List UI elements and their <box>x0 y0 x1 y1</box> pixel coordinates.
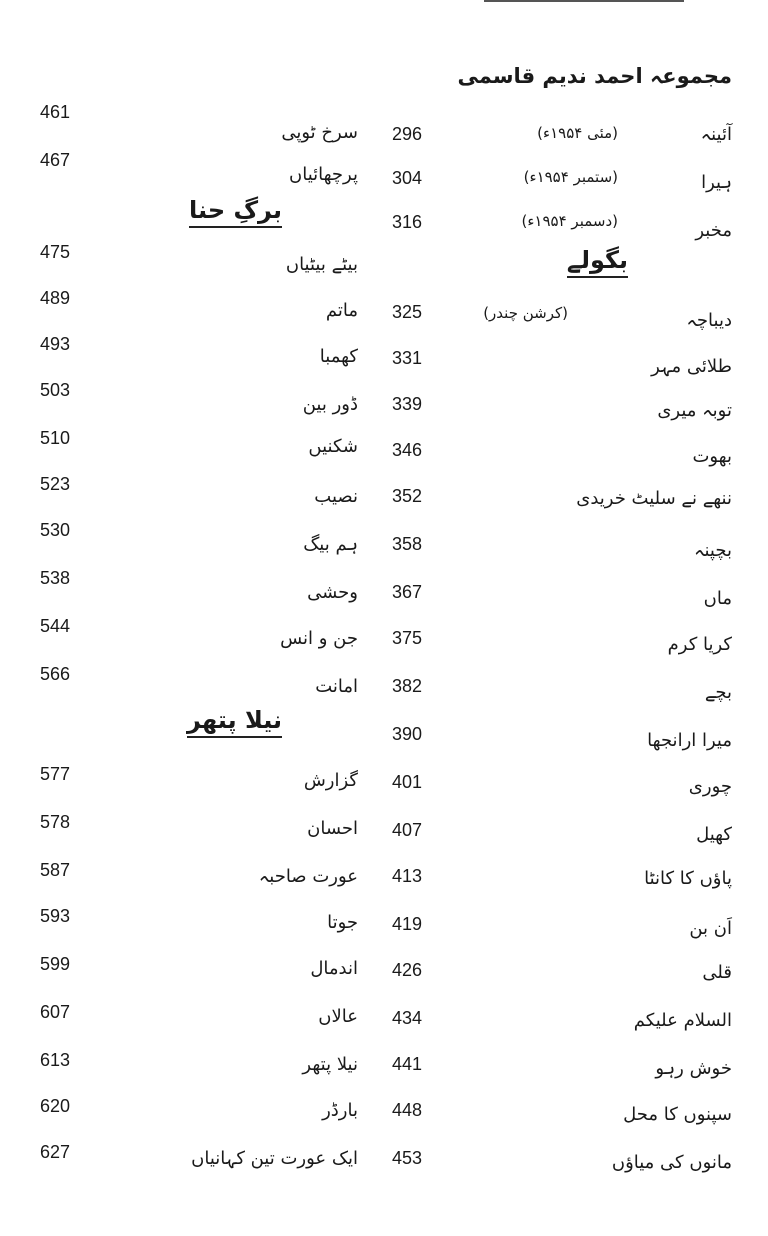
entry-page: 331 <box>392 348 423 368</box>
entry-title: عورت صاحبہ <box>258 866 358 887</box>
entry-title: جن و انس <box>280 628 358 649</box>
entry-title: بیٹے بیٹیاں <box>285 254 358 275</box>
page-header: مجموعہ احمد ندیم قاسمی <box>457 64 732 88</box>
entry-title: ماتم <box>325 300 358 321</box>
entry-title: احسان <box>307 818 358 839</box>
entry-title: کھیل <box>696 824 732 845</box>
entry-title: بھوت <box>692 446 732 467</box>
entry-title: طلائی مہر <box>651 356 732 377</box>
entry-page: 613 <box>40 1050 71 1070</box>
entry-page: 599 <box>40 954 71 974</box>
entry-title: ہیرا <box>701 172 732 193</box>
entry-page: 593 <box>40 906 71 926</box>
entry-page: 367 <box>392 582 423 602</box>
entry-page: 434 <box>392 1008 423 1028</box>
entry-page: 467 <box>40 150 71 170</box>
entry-page: 441 <box>392 1054 423 1074</box>
entry-title: ماں <box>703 588 732 609</box>
entry-title: ہم بیگ <box>303 534 358 555</box>
entry-title: کھمبا <box>319 346 358 367</box>
entry-page: 503 <box>40 380 71 400</box>
entry-page: 578 <box>40 812 71 832</box>
entry-title: وحشی <box>307 582 358 603</box>
entry-title: چوری <box>688 776 732 797</box>
entry-page: 544 <box>40 616 71 636</box>
entry-title: پاؤں کا کانٹا <box>644 868 732 889</box>
entry-title: گزارش <box>303 770 358 791</box>
entry-title: ننھے نے سلیٹ خریدی <box>576 488 732 509</box>
entry-title: شکنیں <box>308 436 358 457</box>
section-title-neela-pathar: نیلا پتھر <box>187 706 282 738</box>
entry-page: 538 <box>40 568 71 588</box>
entry-title: نیلا پتھر <box>302 1054 358 1075</box>
entry-title: بارڈر <box>322 1100 358 1121</box>
top-rule <box>484 0 684 2</box>
entry-page: 566 <box>40 664 71 684</box>
entry-page: 493 <box>40 334 71 354</box>
entry-note: (مئی ۱۹۵۴ء) <box>537 124 618 142</box>
entry-page: 530 <box>40 520 71 540</box>
entry-note: (کرشن چندر) <box>483 304 568 322</box>
entry-title: ایک عورت تین کہانیاں <box>191 1148 358 1169</box>
entry-page: 401 <box>392 772 423 792</box>
entry-title: مانوں کی میاؤں <box>611 1152 732 1173</box>
entry-page: 358 <box>392 534 423 554</box>
entry-title: عالاں <box>318 1006 358 1027</box>
entry-title: جوتا <box>327 912 358 933</box>
entry-title: قلی <box>702 962 732 983</box>
entry-page: 587 <box>40 860 71 880</box>
entry-page: 607 <box>40 1002 71 1022</box>
entry-page: 382 <box>392 676 423 696</box>
entry-page: 407 <box>392 820 423 840</box>
entry-page: 352 <box>392 486 423 506</box>
entry-title: السلام علیکم <box>633 1010 732 1031</box>
entry-page: 325 <box>392 302 423 322</box>
entry-page: 461 <box>40 102 71 122</box>
entry-note: (دسمبر ۱۹۵۴ء) <box>521 212 618 230</box>
entry-title: دیباچہ <box>686 310 732 331</box>
entry-page: 489 <box>40 288 71 308</box>
section-title-bagoole: بگولے <box>567 246 628 278</box>
section-title-barg-e-hina: برگِ حنا <box>189 196 282 228</box>
entry-page: 426 <box>392 960 423 980</box>
entry-title: میرا ارانجھا <box>647 730 732 751</box>
entry-title: بچے <box>704 682 732 703</box>
entry-title: بچپنہ <box>693 540 732 561</box>
entry-page: 390 <box>392 724 423 744</box>
entry-title: کریا کرم <box>667 634 732 655</box>
entry-title: امانت <box>315 676 358 697</box>
entry-title: اندمال <box>310 958 358 979</box>
entry-title: توبہ میری <box>657 400 732 421</box>
entry-page: 339 <box>392 394 423 414</box>
entry-page: 475 <box>40 242 71 262</box>
entry-title: اَن بن <box>689 918 732 939</box>
entry-title: خوش رہو <box>655 1058 732 1079</box>
entry-page: 413 <box>392 866 423 886</box>
entry-title: ڈور بین <box>302 394 358 415</box>
entry-page: 304 <box>392 168 423 188</box>
entry-title: مخبر <box>695 220 732 241</box>
entry-title: نصیب <box>314 486 358 507</box>
entry-page: 510 <box>40 428 71 448</box>
entry-page: 448 <box>392 1100 423 1120</box>
entry-title: پرچھائیاں <box>289 164 358 185</box>
entry-page: 346 <box>392 440 423 460</box>
entry-page: 620 <box>40 1096 71 1116</box>
entry-page: 316 <box>392 212 423 232</box>
entry-page: 577 <box>40 764 71 784</box>
entry-page: 419 <box>392 914 423 934</box>
entry-title: آئینہ <box>700 124 732 145</box>
entry-page: 375 <box>392 628 423 648</box>
entry-title: سرخ ٹوپی <box>281 122 358 143</box>
entry-page: 453 <box>392 1148 423 1168</box>
entry-note: (ستمبر ۱۹۵۴ء) <box>523 168 618 186</box>
entry-page: 296 <box>392 124 423 144</box>
entry-page: 523 <box>40 474 71 494</box>
entry-page: 627 <box>40 1142 71 1162</box>
entry-title: سپنوں کا محل <box>623 1104 732 1125</box>
